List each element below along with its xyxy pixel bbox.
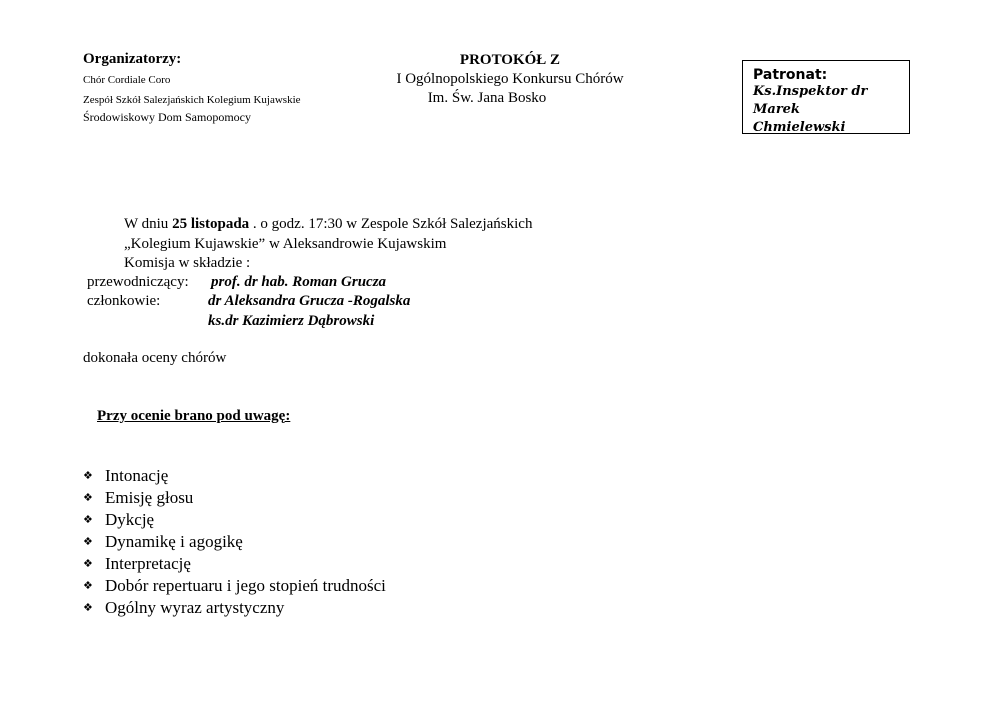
bullet-icon: ❖ (83, 535, 93, 548)
bullet-icon: ❖ (83, 557, 93, 570)
criteria-item-label: Ogólny wyraz artystyczny (105, 598, 285, 617)
criteria-item-label: Emisję głosu (105, 488, 194, 507)
list-item (83, 465, 386, 487)
organizer-line: Zespół Szkół Salezjańskich Kolegium Kujawskie (83, 94, 301, 106)
chair-name: prof. dr hab. Roman Grucza (211, 274, 387, 290)
intro-rest: . o godz. 17:30 w Zespole Szkół Salezjańskich (249, 216, 533, 232)
criteria-list (83, 465, 386, 619)
list-item (83, 531, 386, 553)
bullet-icon: ❖ (83, 491, 93, 504)
criteria-item-label: Intonację (105, 466, 169, 485)
list-item (83, 575, 386, 597)
intro-line-2: „Kolegium Kujawskie” w Aleksandrowie Kujawskim (124, 236, 447, 252)
list-item (83, 553, 386, 575)
bullet-icon: ❖ (83, 513, 93, 526)
list-item (83, 509, 386, 531)
list-item (83, 487, 386, 509)
patronat-name-line1: Ks.Inspektor dr Marek (753, 84, 868, 117)
chair-label: przewodniczący: (87, 274, 189, 290)
intro-line-3: Komisja w składzie : (124, 255, 251, 271)
criteria-item-label: Interpretację (105, 554, 191, 573)
document-header (370, 51, 650, 108)
organizer-line: Środowiskowy Dom Samopomocy (83, 110, 251, 124)
organizer-line: Chór Cordiale Coro (83, 74, 171, 86)
criteria-heading: Przy ocenie brano pod uwagę: (97, 408, 291, 424)
bullet-icon: ❖ (83, 601, 93, 614)
member-1: dr Aleksandra Grucza -Rogalska (208, 293, 411, 309)
intro-line-1 (124, 216, 532, 233)
member-2: ks.dr Kazimierz Dąbrowski (208, 313, 375, 329)
intro-date: 25 listopada (172, 216, 250, 232)
members-label: członkowie: (87, 293, 161, 309)
document-patron-name: Im. Św. Jana Bosko (427, 90, 547, 106)
patronat-heading: Patronat: (753, 67, 828, 83)
criteria-item-label: Dykcję (105, 510, 155, 529)
document-title: PROTOKÓŁ Z (459, 52, 561, 68)
bullet-icon: ❖ (83, 469, 93, 482)
list-item (83, 597, 386, 619)
assessment-text: dokonała oceny chórów (83, 350, 227, 366)
criteria-item-label: Dobór repertuaru i jego stopień trudności (105, 576, 386, 595)
document-subtitle: I Ogólnopolskiego Konkursu Chórów (396, 71, 624, 87)
organizers-heading: Organizatorzy: (83, 51, 182, 67)
bullet-icon: ❖ (83, 579, 93, 592)
criteria-item-label: Dynamikę i agogikę (105, 532, 243, 551)
patronat-box (742, 60, 910, 134)
intro-prefix: W dniu (124, 216, 173, 232)
patronat-name-line2: Chmielewski (753, 120, 846, 135)
